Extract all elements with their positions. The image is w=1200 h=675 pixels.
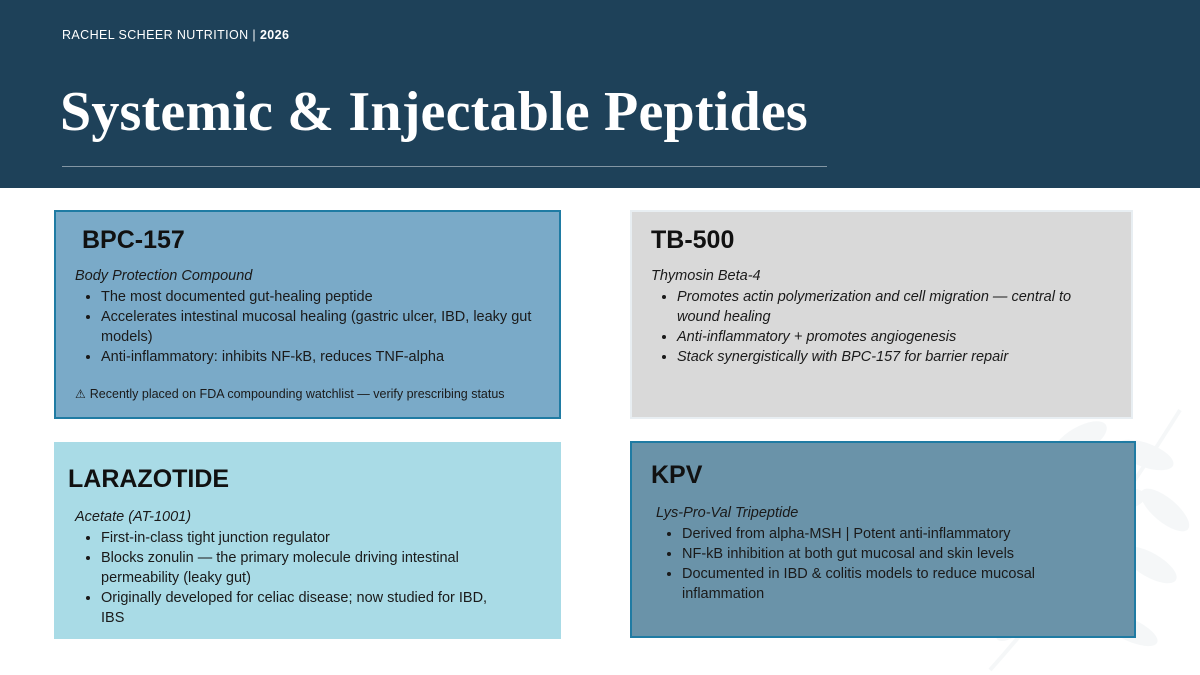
warning-triangle-icon: ⚠ <box>75 387 86 401</box>
title-divider <box>62 166 827 167</box>
list-item: • First-in-class tight junction regulator <box>101 528 511 548</box>
list-item: • The most documented gut-healing peptide <box>101 287 541 307</box>
watchlist-note <box>75 387 505 401</box>
list-item: • Blocks zonulin — the primary molecule driving intestinal permeability (leaky gut) <box>101 548 511 588</box>
card-larazotide <box>54 442 561 639</box>
card-subtitle: Acetate (AT-1001) <box>75 509 192 525</box>
card-subtitle: Thymosin Beta-4 <box>651 268 761 284</box>
list-item: • Documented in IBD & colitis models to reduce mucosal inflammation <box>682 564 1092 604</box>
card-title: LARAZOTIDE <box>68 465 230 493</box>
card-bullet-list <box>651 287 1087 367</box>
list-item: • Anti-inflammatory + promotes angiogenesis <box>677 327 1087 347</box>
card-title: BPC-157 <box>82 226 185 254</box>
list-item: • Originally developed for celiac disease; now studied for IBD, IBS <box>101 588 511 628</box>
brand-year: 2026 <box>259 28 290 42</box>
brand-line <box>62 28 289 42</box>
watchlist-note-text: Recently placed on FDA compounding watchlist — verify prescribing status <box>89 387 505 401</box>
card-kpv <box>630 441 1136 638</box>
card-title: KPV <box>651 461 703 489</box>
card-subtitle: Body Protection Compound <box>75 268 253 284</box>
header-banner <box>0 0 1200 188</box>
list-item: • NF-kB inhibition at both gut mucosal and skin levels <box>682 544 1092 564</box>
brand-name: RACHEL SCHEER NUTRITION | <box>62 28 260 42</box>
card-bullet-list <box>656 524 1092 604</box>
card-bpc-157 <box>54 210 561 419</box>
card-bullet-list <box>75 287 541 367</box>
card-subtitle: Lys-Pro-Val Tripeptide <box>656 505 799 521</box>
list-item: • Anti-inflammatory: inhibits NF-kB, reduces TNF-alpha <box>101 347 541 367</box>
card-tb-500 <box>630 210 1133 419</box>
list-item: • Derived from alpha-MSH | Potent anti-inflammatory <box>682 524 1092 544</box>
page-title: Systemic & Injectable Peptides <box>60 81 808 143</box>
card-title: TB-500 <box>651 226 735 254</box>
card-bullet-list <box>75 528 511 628</box>
list-item: • Stack synergistically with BPC-157 for barrier repair <box>677 347 1087 367</box>
list-item: • Promotes actin polymerization and cell migration — central to wound healing <box>677 287 1087 327</box>
list-item: • Accelerates intestinal mucosal healing (gastric ulcer, IBD, leaky gut models) <box>101 307 541 347</box>
